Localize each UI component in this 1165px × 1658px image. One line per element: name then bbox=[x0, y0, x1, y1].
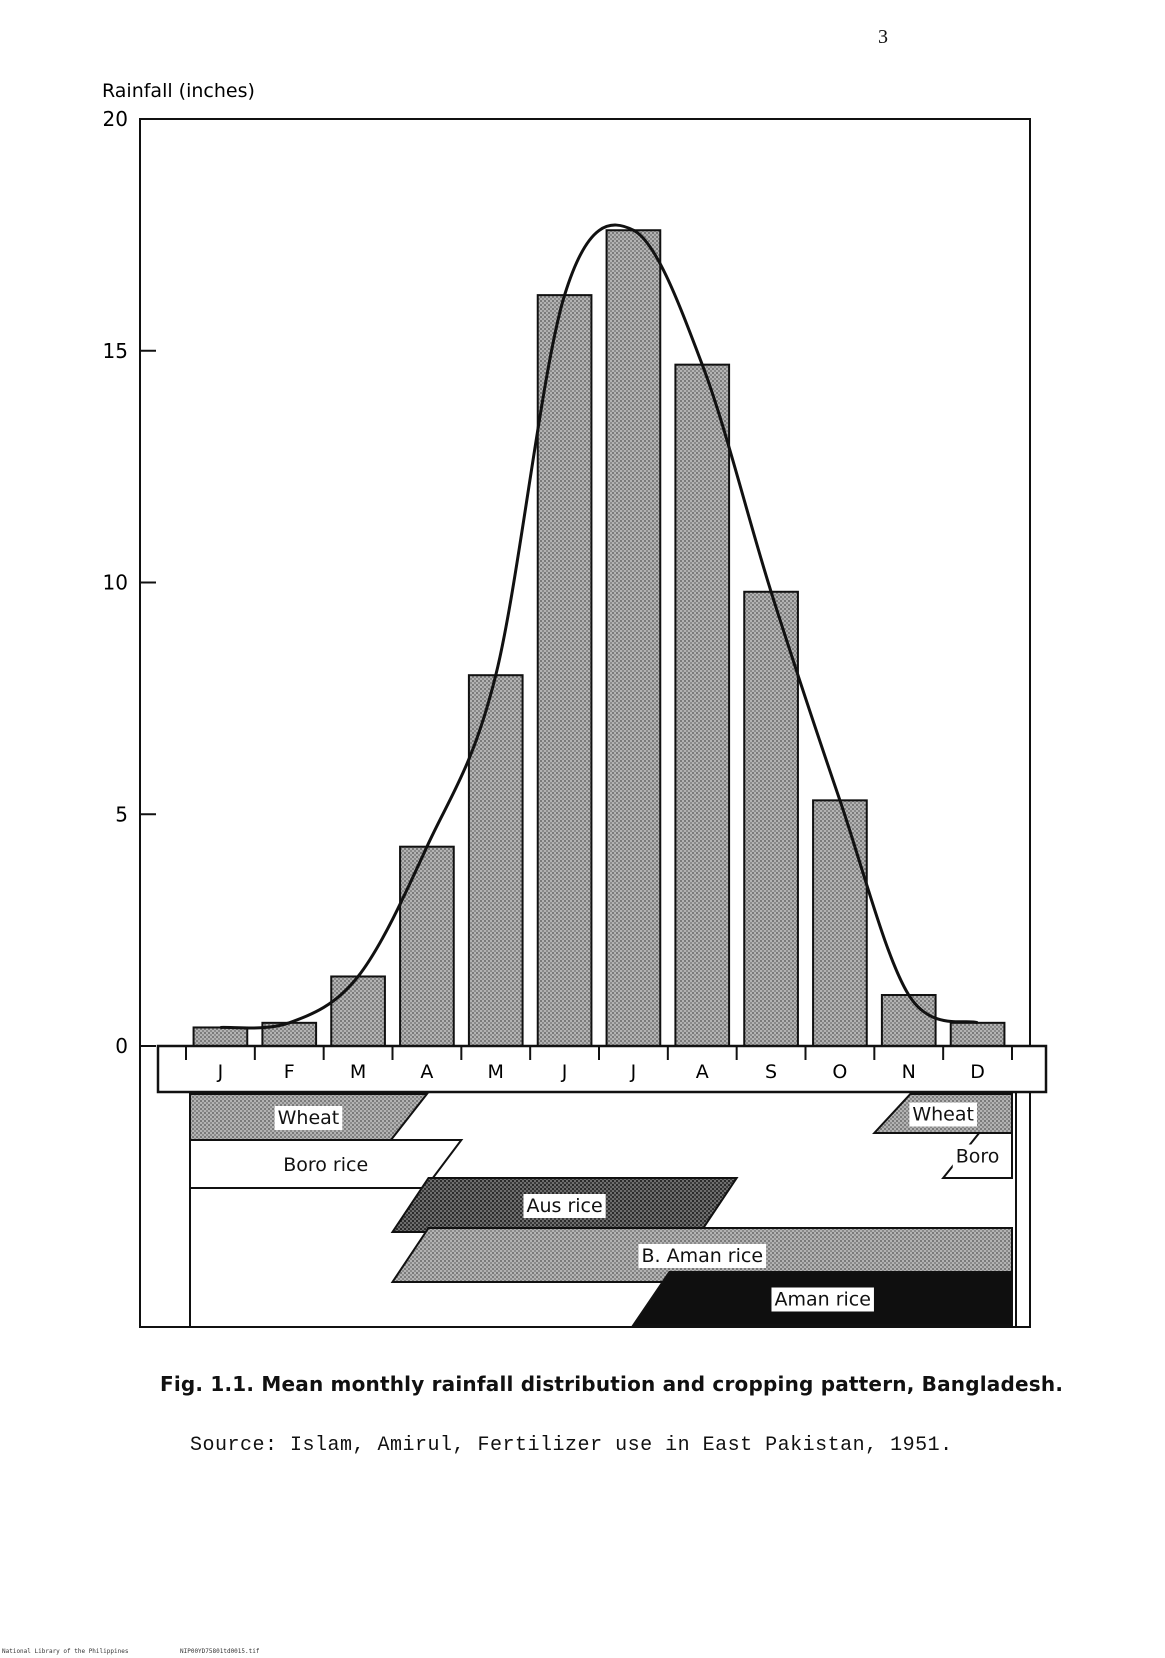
y-axis-label: Rainfall (inches) bbox=[102, 80, 255, 102]
month-label: J bbox=[630, 1061, 637, 1083]
bars bbox=[194, 230, 1005, 1046]
month-label: J bbox=[217, 1061, 224, 1083]
crop-label: Wheat bbox=[277, 1107, 340, 1129]
y-axis bbox=[103, 107, 156, 1058]
bar-j-6 bbox=[607, 230, 661, 1046]
crop-label: Aman rice bbox=[774, 1288, 871, 1311]
month-label: J bbox=[561, 1061, 568, 1083]
y-tick-label: 15 bbox=[102, 338, 128, 363]
crop-label: Aus rice bbox=[526, 1195, 603, 1217]
crop-label: B. Aman rice bbox=[641, 1245, 764, 1267]
month-label: F bbox=[283, 1061, 295, 1083]
month-label: M bbox=[487, 1061, 504, 1083]
bar-s-8 bbox=[744, 592, 798, 1046]
bar-a-7 bbox=[675, 365, 729, 1046]
footer-library: National Library of the Philippines bbox=[2, 1648, 129, 1655]
bar-n-10 bbox=[882, 995, 936, 1046]
y-tick-label: 0 bbox=[115, 1034, 128, 1058]
bar-o-9 bbox=[813, 800, 867, 1046]
bar-m-4 bbox=[469, 675, 523, 1046]
month-label: M bbox=[349, 1061, 367, 1083]
figure-caption: Fig. 1.1. Mean monthly rainfall distribution and cropping pattern, Bangladesh. bbox=[160, 1372, 1064, 1396]
y-tick-label: 20 bbox=[102, 107, 128, 131]
month-label: N bbox=[901, 1061, 916, 1083]
bar-j-5 bbox=[538, 295, 592, 1046]
page-number: 3 bbox=[878, 26, 888, 48]
crop-label: Wheat bbox=[912, 1103, 974, 1126]
y-tick-label: 5 bbox=[115, 802, 128, 827]
month-label: A bbox=[695, 1061, 709, 1083]
y-tick-label: 10 bbox=[102, 570, 128, 595]
month-label: D bbox=[970, 1061, 985, 1083]
month-label: S bbox=[765, 1061, 778, 1083]
source-note: Source: Islam, Amirul, Fertilizer use in East Pakistan, 1951. bbox=[190, 1434, 953, 1457]
month-label: O bbox=[832, 1061, 848, 1083]
bar-a-3 bbox=[400, 847, 454, 1046]
crop-label: Boro bbox=[955, 1145, 1000, 1168]
crop-label: Boro rice bbox=[283, 1154, 369, 1176]
crop-calendar bbox=[190, 1094, 1012, 1325]
footer-filename: NIP00YD75801td0015.tif bbox=[180, 1648, 260, 1655]
month-label: A bbox=[420, 1061, 434, 1083]
bar-d-11 bbox=[951, 1023, 1005, 1046]
bar-m-2 bbox=[331, 976, 385, 1046]
bar-j-0 bbox=[194, 1027, 248, 1046]
